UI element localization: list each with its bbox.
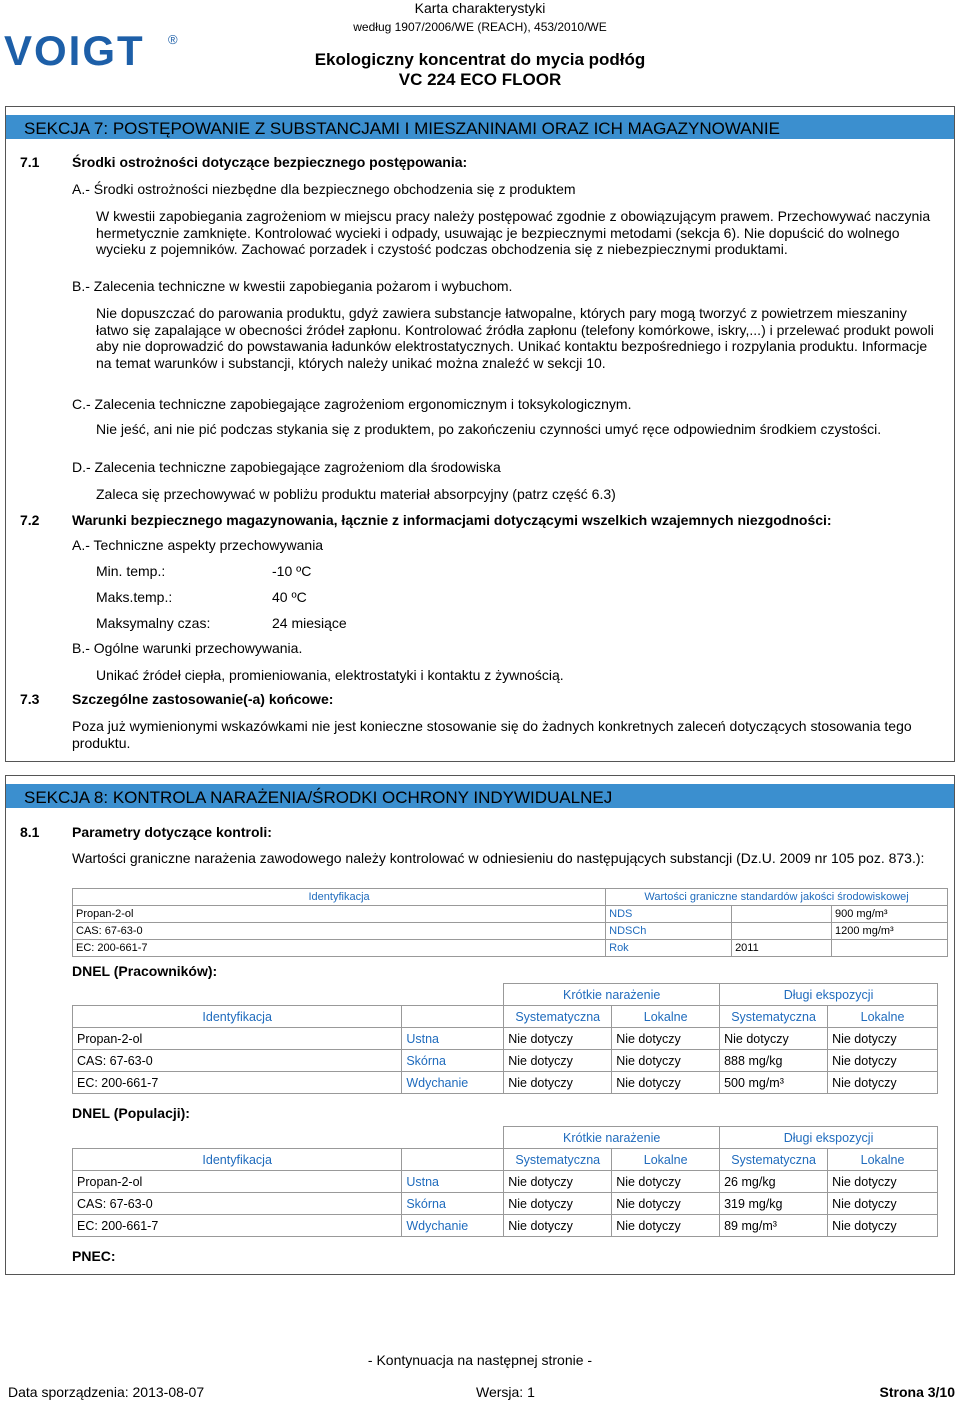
header-short-exposure: Krótkie narażenie (504, 984, 720, 1006)
limit-value: 2011 (732, 940, 832, 957)
substance-cas: CAS: 67-63-0 (73, 923, 606, 940)
substance-name: Propan-2-ol (73, 906, 606, 923)
paragraph-text: Poza już wymienionymi wskazówkami nie jest konieczne stosowanie się do żadnych konkretnych zaleceń dotyczących stosowania tego produktu. (72, 718, 912, 751)
cell: Nie dotyczy (504, 1215, 612, 1237)
dnel-population-table (72, 1126, 938, 1237)
table-row (73, 906, 948, 923)
substance-ec: EC: 200-661-7 (73, 940, 606, 957)
cell: Nie dotyczy (828, 1028, 938, 1050)
regulation: według 1907/2006/WE (REACH), 453/2010/WE (353, 20, 607, 34)
route: Ustna (402, 1171, 504, 1193)
paragraph-text: W kwestii zapobiegania zagrożeniom w miejscu pracy należy postępować zgodnie z obowiązującym prawem. Przechowywać naczynia hermetycznie zamknięte. Kontrolować wycieki i odpady, usuwając je bezpiecznymi metodami (sekcja 6). Nie dopuścić do wolnego wycieku z pojemników. Zachować porzadek i czystość podczas obchodzenia się z niebezpiecznymi produktami. (96, 208, 931, 257)
substance-cas: CAS: 67-63-0 (73, 1050, 402, 1072)
header-ident: Identyfikacja (73, 1006, 402, 1028)
cell: 888 mg/kg (720, 1050, 828, 1072)
subsection-number: 7.2 (20, 512, 40, 528)
cell: Nie dotyczy (828, 1215, 938, 1237)
header-systemic: Systematyczna (504, 1149, 612, 1171)
subsection-number: 7.1 (20, 154, 40, 170)
subsection-number: 7.3 (20, 691, 40, 707)
limit-value: 900 mg/m³ (832, 906, 948, 923)
dnel-workers-title: DNEL (Pracowników): (72, 963, 218, 979)
substance-ec: EC: 200-661-7 (73, 1215, 402, 1237)
subsection-number: 8.1 (20, 824, 40, 840)
cell: Nie dotyczy (828, 1050, 938, 1072)
cell: Nie dotyczy (720, 1028, 828, 1050)
limit-value (832, 940, 948, 957)
cell: Nie dotyczy (612, 1193, 720, 1215)
brand-text: VOIGT (4, 30, 145, 70)
cell: 500 mg/m³ (720, 1072, 828, 1094)
substance-ec: EC: 200-661-7 (73, 1072, 402, 1094)
paragraph-text: Unikać źródeł ciepła, promieniowania, elektrostatyki i kontaktu z żywnością. (96, 667, 564, 683)
cell: Nie dotyczy (612, 1171, 720, 1193)
subsection-heading: Warunki bezpiecznego magazynowania, łącznie z informacjami dotyczącymi wszelkich wzajemnych niezgodności: (72, 512, 832, 528)
cell: 26 mg/kg (720, 1171, 828, 1193)
cell: 319 mg/kg (720, 1193, 828, 1215)
registered-mark: ® (168, 32, 178, 47)
route: Wdychanie (402, 1215, 504, 1237)
dnel-workers-table (72, 983, 938, 1094)
section-7 (5, 106, 955, 762)
header-long-exposure: Długi ekspozycji (720, 984, 938, 1006)
table-row (73, 1193, 938, 1215)
header-long-exposure: Długi ekspozycji (720, 1127, 938, 1149)
cell: Nie dotyczy (828, 1072, 938, 1094)
header-local: Lokalne (828, 1006, 938, 1028)
header-local: Lokalne (612, 1149, 720, 1171)
route: Skórna (402, 1050, 504, 1072)
limit-key: Rok (606, 940, 732, 957)
cell: Nie dotyczy (504, 1028, 612, 1050)
cell: Nie dotyczy (828, 1171, 938, 1193)
cell: Nie dotyczy (828, 1193, 938, 1215)
dnel-population-title: DNEL (Populacji): (72, 1105, 190, 1121)
paragraph-heading: B.- Zalecenia techniczne w kwestii zapobiegania pożarom i wybuchom. (72, 278, 513, 294)
substance-cas: CAS: 67-63-0 (73, 1193, 402, 1215)
cell: Nie dotyczy (612, 1072, 720, 1094)
subsection-heading: Szczególne zastosowanie(-a) końcowe: (72, 691, 334, 707)
limits-table (72, 888, 948, 957)
min-temp-label: Min. temp.: (96, 563, 166, 579)
max-time-value: 24 miesiące (272, 615, 347, 631)
limits-header-ident: Identyfikacja (73, 889, 606, 906)
section-8 (5, 775, 955, 1275)
route: Skórna (402, 1193, 504, 1215)
cell: Nie dotyczy (504, 1072, 612, 1094)
header-short-exposure: Krótkie narażenie (504, 1127, 720, 1149)
header-systemic: Systematyczna (504, 1006, 612, 1028)
paragraph-heading: A.- Środki ostrożności niezbędne dla bezpiecznego obchodzenia się z produktem (72, 181, 576, 197)
limit-value: 1200 mg/m³ (832, 923, 948, 940)
continued-note: - Kontynuacja na następnej stronie - (367, 1352, 593, 1368)
header-systemic: Systematyczna (720, 1149, 828, 1171)
max-time-label: Maksymalny czas: (96, 615, 211, 631)
cell: Nie dotyczy (504, 1193, 612, 1215)
substance-name: Propan-2-ol (73, 1028, 402, 1050)
limit-value (732, 906, 832, 923)
product-code: VC 224 ECO FLOOR (398, 70, 562, 89)
cell: 89 mg/m³ (720, 1215, 828, 1237)
max-temp-label: Maks.temp.: (96, 589, 173, 605)
table-row (73, 940, 948, 957)
cell: Nie dotyczy (504, 1050, 612, 1072)
route: Wdychanie (402, 1072, 504, 1094)
limit-value (732, 923, 832, 940)
section-8-title: SEKCJA 8: KONTROLA NARAŻENIA/ŚRODKI OCHRONY INDYWIDUALNEJ (24, 788, 613, 807)
table-row (73, 1171, 938, 1193)
table-row (73, 1072, 938, 1094)
paragraph-heading: C.- Zalecenia techniczne zapobiegające zagrożeniom ergonomicznym i toksykologicznym. (72, 396, 632, 412)
subsection-heading: Parametry dotyczące kontroli: (72, 824, 272, 840)
header-local: Lokalne (828, 1149, 938, 1171)
footer-date: Data sporządzenia: 2013-08-07 (8, 1384, 205, 1400)
header-ident: Identyfikacja (73, 1149, 402, 1171)
cell: Nie dotyczy (612, 1215, 720, 1237)
limits-header-values: Wartości graniczne standardów jakości środowiskowej (606, 889, 948, 906)
paragraph-text: Wartości graniczne narażenia zawodowego należy kontrolować w odniesieniu do następujących substancji (Dz.U. 2009 nr 105 poz. 873.): (72, 850, 925, 866)
paragraph-text: Nie jeść, ani nie pić podczas stykania się z produktem, po zakończeniu czynności umyć ręce odpowiednim środkiem czystości. (96, 421, 882, 437)
limit-key: NDS (606, 906, 732, 923)
header-local: Lokalne (612, 1006, 720, 1028)
doc-type: Karta charakterystyki (414, 0, 546, 16)
route: Ustna (402, 1028, 504, 1050)
cell: Nie dotyczy (612, 1050, 720, 1072)
limit-key: NDSCh (606, 923, 732, 940)
cell: Nie dotyczy (504, 1171, 612, 1193)
cell: Nie dotyczy (612, 1028, 720, 1050)
max-temp-value: 40 ºC (272, 589, 307, 605)
min-temp-value: -10 ºC (272, 563, 312, 579)
footer-version: Wersja: 1 (476, 1384, 535, 1400)
footer-page: Strona 3/10 (879, 1384, 955, 1400)
subsection-heading: Środki ostrożności dotyczące bezpiecznego postępowania: (72, 154, 468, 170)
paragraph-text: Nie dopuszczać do parowania produktu, gdyż zawiera substancje łatwopalne, których pary mogą tworzyć z powietrzem mieszaniny łatwo się zapalające w obecności źródeł zapłonu. Kontrolować źródła zapłonu (telefony komórkowe, iskry,...) i przelewać produkt powoli aby nie doprowadzić do powstawania ładunków elektrostatycznych. Unikać kontaktu bezpośredniego i rozpylania produktu. Informacje na temat warunków i substancji, których należy unikać można znaleźć w sekcji 10. (96, 305, 934, 371)
pnec-title: PNEC: (72, 1248, 116, 1264)
table-row (73, 1050, 938, 1072)
paragraph-heading: D.- Zalecenia techniczne zapobiegające zagrożeniom dla środowiska (72, 459, 501, 475)
substance-name: Propan-2-ol (73, 1171, 402, 1193)
paragraph-heading: A.- Techniczne aspekty przechowywania (72, 537, 324, 553)
table-row (73, 1215, 938, 1237)
section-7-title: SEKCJA 7: POSTĘPOWANIE Z SUBSTANCJAMI I MIESZANINAMI ORAZ ICH MAGAZYNOWANIE (24, 119, 780, 138)
product-name: Ekologiczny koncentrat do mycia podłóg (314, 50, 646, 69)
table-row (73, 1028, 938, 1050)
voigt-logo (4, 30, 184, 70)
header-systemic: Systematyczna (720, 1006, 828, 1028)
paragraph-heading: B.- Ogólne warunki przechowywania. (72, 640, 303, 656)
paragraph-text: Zaleca się przechowywać w pobliżu produktu materiał absorpcyjny (patrz część 6.3) (96, 486, 616, 502)
table-row (73, 923, 948, 940)
